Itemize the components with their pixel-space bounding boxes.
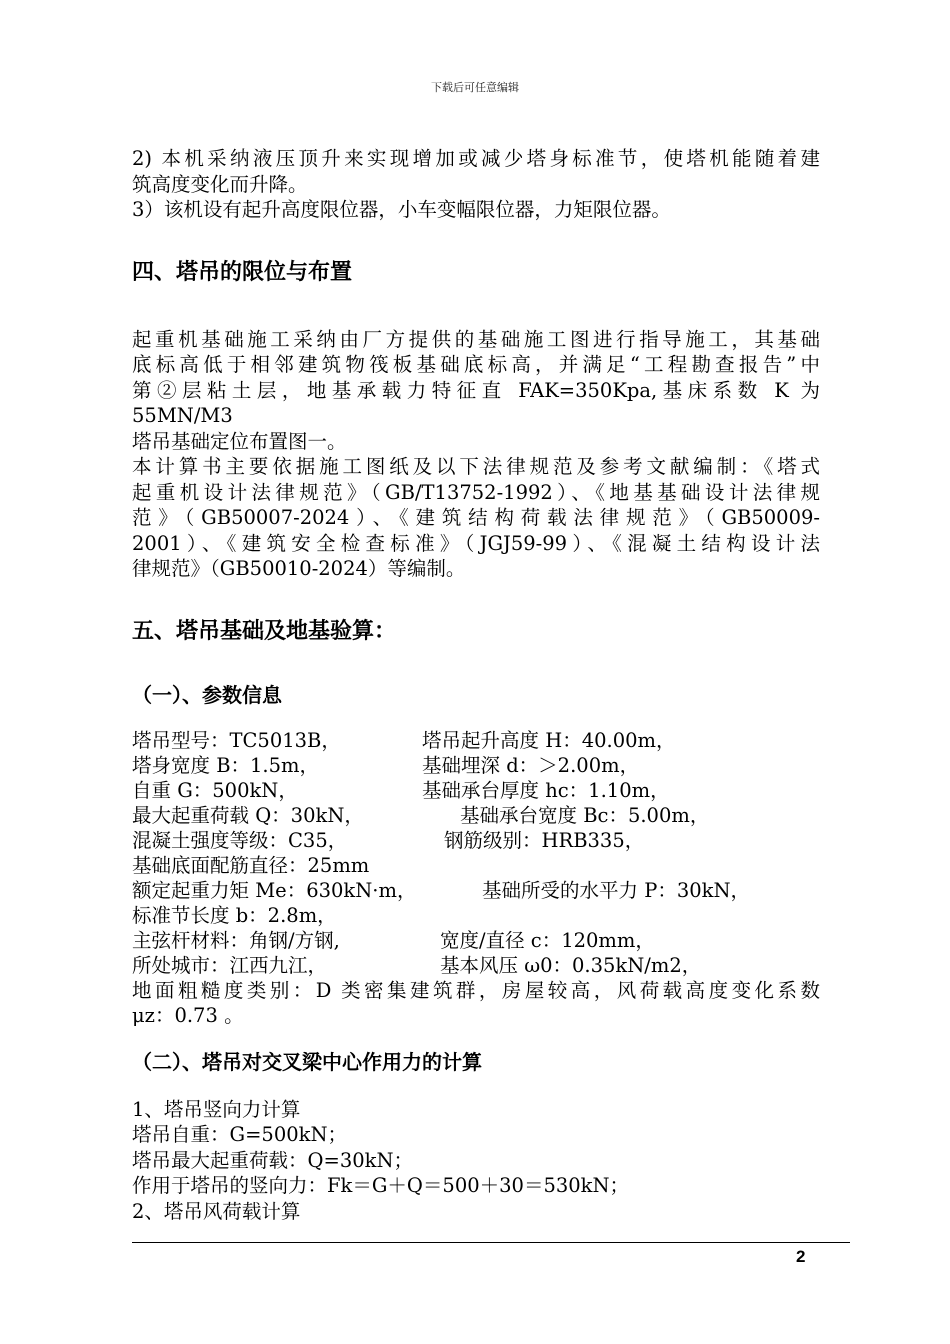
- param-cell: 基础承台厚度 hc：1.10m，: [422, 778, 670, 802]
- param-cell: 基础所受的水平力 P：30kN，: [482, 878, 751, 902]
- param-cell: 混凝土强度等级：C35，: [132, 828, 348, 852]
- param-cell: 塔吊型号：TC5013B，: [132, 728, 341, 752]
- param-row: [132, 878, 820, 903]
- param-cell: 钢筋级别：HRB335，: [444, 828, 645, 852]
- param-cell: 主弦杆材料：角钢/方钢,: [132, 928, 340, 952]
- param-row: [132, 753, 820, 778]
- param-cell: 基础承台宽度 Bc：5.00m，: [460, 803, 710, 827]
- header-note: 下载后可任意编辑: [431, 81, 519, 94]
- paragraph-line: 作用于塔吊的竖向力：Fk＝G＋Q＝500＋30＝530kN；: [132, 1174, 630, 1197]
- paragraph-line: 本计算书主要依据施工图纸及以下法律规范及参考文献编制：《塔式: [132, 455, 820, 478]
- param-row: [132, 903, 820, 928]
- paragraph-line: 2001）、《建筑安全检查标准》（JGJ59-99）、《混凝土结构设计法: [132, 531, 820, 555]
- param-cell: 最大起重荷载 Q：30kN，: [132, 803, 364, 827]
- param-row: [132, 728, 820, 753]
- param-row: [132, 853, 820, 878]
- paragraph-line: 起重机设计法律规范》（GB/T13752-1992）、《地基基础设计法律规: [132, 480, 820, 504]
- param-cell: 基础底面配筋直径：25mm: [132, 853, 370, 877]
- section-heading: 五、塔吊基础及地基验算：: [132, 618, 397, 644]
- section-heading: 四、塔吊的限位与布置: [132, 259, 353, 285]
- paragraph-line: 3）该机设有起升高度限位器，小车变幅限位器，力矩限位器。: [132, 198, 671, 221]
- param-cell: 标准节长度 b：2.8m，: [132, 903, 337, 927]
- footer-divider: [132, 1242, 850, 1243]
- param-row: [132, 953, 820, 978]
- paragraph-line: 塔吊最大起重荷载：Q=30kN；: [132, 1148, 414, 1172]
- param-cell: 宽度/直径 c：120mm，: [440, 928, 655, 952]
- paragraph-line: 塔吊自重：G=500kN；: [132, 1123, 348, 1146]
- paragraph-line: 起重机基础施工采纳由厂方提供的基础施工图进行指导施工，其基础: [132, 327, 820, 351]
- paragraph-line: μz：0.73 。: [132, 1004, 244, 1027]
- document-body: [132, 146, 820, 1224]
- paragraph-line: 范》（GB50007-2024）、《建筑结构荷载法律规范》（GB50009-: [132, 506, 820, 529]
- param-cell: 基础埋深 d：＞2.00m，: [422, 753, 640, 777]
- param-cell: 塔身宽度 B：1.5m，: [132, 753, 320, 777]
- page-number: 2: [796, 1247, 806, 1266]
- paragraph-line: 塔吊基础定位布置图一。: [132, 429, 347, 453]
- paragraph-line: 55MN/M3: [132, 404, 233, 427]
- paragraph-line: 第②层粘土层，地基承载力特征直 FAK=350Kpa,基床系数 K 为: [132, 378, 820, 402]
- param-cell: 自重 G：500kN，: [132, 778, 298, 802]
- param-row: [132, 803, 820, 828]
- paragraph-line: 地面粗糙度类别：D 类密集建筑群，房屋较高，风荷载高度变化系数: [132, 978, 820, 1002]
- paragraph-line: 律规范》（GB50010-2024）等编制。: [132, 557, 466, 580]
- subsection-heading: （一）、参数信息: [132, 682, 282, 707]
- paragraph-line: 底标高低于相邻建筑物筏板基础底标高，并满足“工程勘查报告”中: [132, 353, 820, 376]
- paragraph-line: 1、塔吊竖向力计算: [132, 1097, 301, 1121]
- param-cell: 额定起重力矩 Me：630kN·m，: [132, 878, 417, 902]
- param-row: [132, 828, 820, 853]
- param-row: [132, 778, 820, 803]
- param-row: [132, 928, 820, 953]
- paragraph-line: 2、塔吊风荷载计算: [132, 1199, 301, 1223]
- param-cell: 所处城市：江西九江，: [132, 953, 328, 977]
- paragraph-line: 筑高度变化而升降。: [132, 172, 308, 196]
- subsection-heading: （二）、塔吊对交叉梁中心作用力的计算: [132, 1049, 482, 1074]
- param-cell: 基本风压 ω0：0.35kN/m2，: [440, 953, 702, 977]
- paragraph-line: 2) 本机采纳液压顶升来实现增加或减少塔身标准节，使塔机能随着建: [132, 147, 820, 170]
- param-cell: 塔吊起升高度 H：40.00m，: [422, 728, 676, 752]
